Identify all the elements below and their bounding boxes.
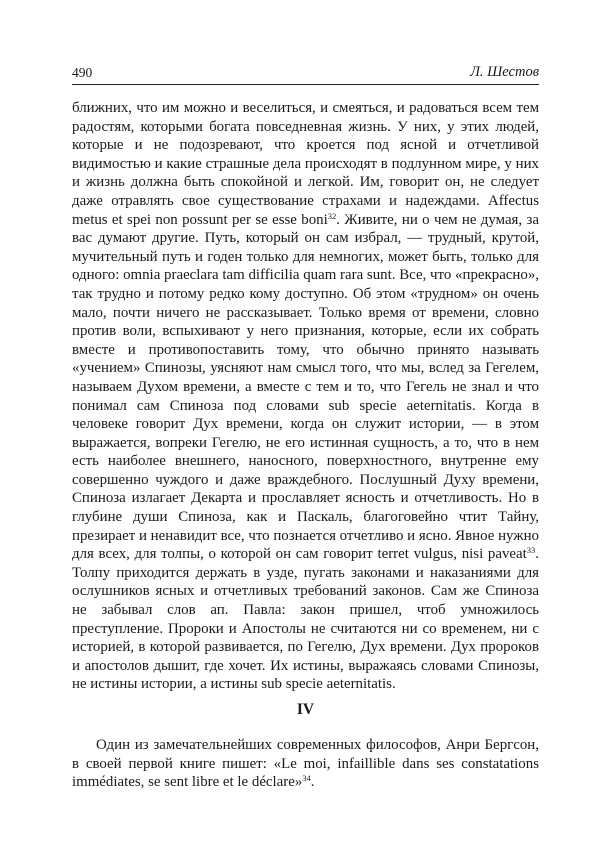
paragraph-2 [72, 736, 539, 792]
paragraph-2-end: . [310, 774, 315, 791]
page-header [72, 64, 539, 85]
paragraph-1 [72, 99, 539, 694]
section-heading: IV [296, 701, 315, 718]
footnote-ref-33[interactable]: 33 [526, 545, 536, 556]
paragraph-1-part-1: ближних, что им можно и веселиться, и смеяться, и радоваться всем тем радостям, которыми богата повседневная жизнь. У них, у этих людей, которые и не подозревают, что кроется под ясной и отчетливой видимостью и какие страшные дела происходят в подлунном мире, у них и жизнь должна быть спокойной и легкой. Им, говорит он, не следует даже отравлять свое существование страхами и надеждами. Affectus metus et spei non possunt per se esse boni [72, 100, 539, 228]
main-text-block [72, 99, 539, 694]
paragraph-2-text: Один из замечательнейших современных философов, Анри Бергсон, в своей первой книге пишет: «Le moi, infaillible dans ses constatations immédiates, se sent libre et le déclare» [72, 737, 539, 791]
running-head-author: Л. Шестов [470, 64, 539, 80]
footnote-ref-34[interactable]: 34 [302, 773, 311, 784]
footnote-ref-32[interactable]: 32 [327, 210, 337, 221]
paragraph-1-part-3: . Толпу приходится держать в узде, пугать законами и наказаниями для ослушников ясных и отчетливых требований законов. Сам же Спиноза не забывал слов ап. Павла: закон пришел, чтоб умножилось преступление. Пророки и Апостолы не считаются ни со временем, ни с историей, в которой развивается, по Гегелю, Дух времени. Дух пророков и апостолов дышит, где хочет. Их истины, выражаясь словами Спинозы, не истины истории, а истины sub specie aeternitatis. [72, 546, 539, 693]
page-number: 490 [72, 65, 93, 80]
paragraph-1-part-2: . Живите, ни о чем не думая, за вас думают другие. Путь, который он сам избрал, — трудный, крутой, мучительный путь и годен только для немногих, может быть, только для одного: omnia praeclara tam difficilia quam rara sunt. Все, что «прекрасно», так трудно и потому редко кому доступно. Об этом «трудном» он очень мало, почти ничего не рассказывает. Только время от времени, словно против воли, вспыхивают у него признания, которые, если их собрать вместе и противопоставить тому, что обычно принято называть «учением» Спинозы, уясняют нам смысл того, что мы, вслед за Гегелем, называем Духом времени, а вместе с тем и то, что Гегель не знал и что понимал сам Спиноза под словами sub specie aeternitatis. Когда в человеке говорит Дух времени, когда он служит истории, — в этом выражается, вопреки Гегелю, не его истинная сущность, а то, что в нем есть наиболее внешнего, наносного, поверхностного, внутренне ему совершенно чуждого и даже враждебного. Послушный Духу времени, Спиноза излагает Декарта и прославляет ясность и отчетливость. Но в глубине души Спиноза, как и Паскаль, благоговейно чтит Тайну, презирает и ненавидит все, что познается отчетливо и ясно. Явное нужно для всех, для толпы, о которой он сам говорит terret vulgus, nisi paveat [72, 211, 539, 563]
